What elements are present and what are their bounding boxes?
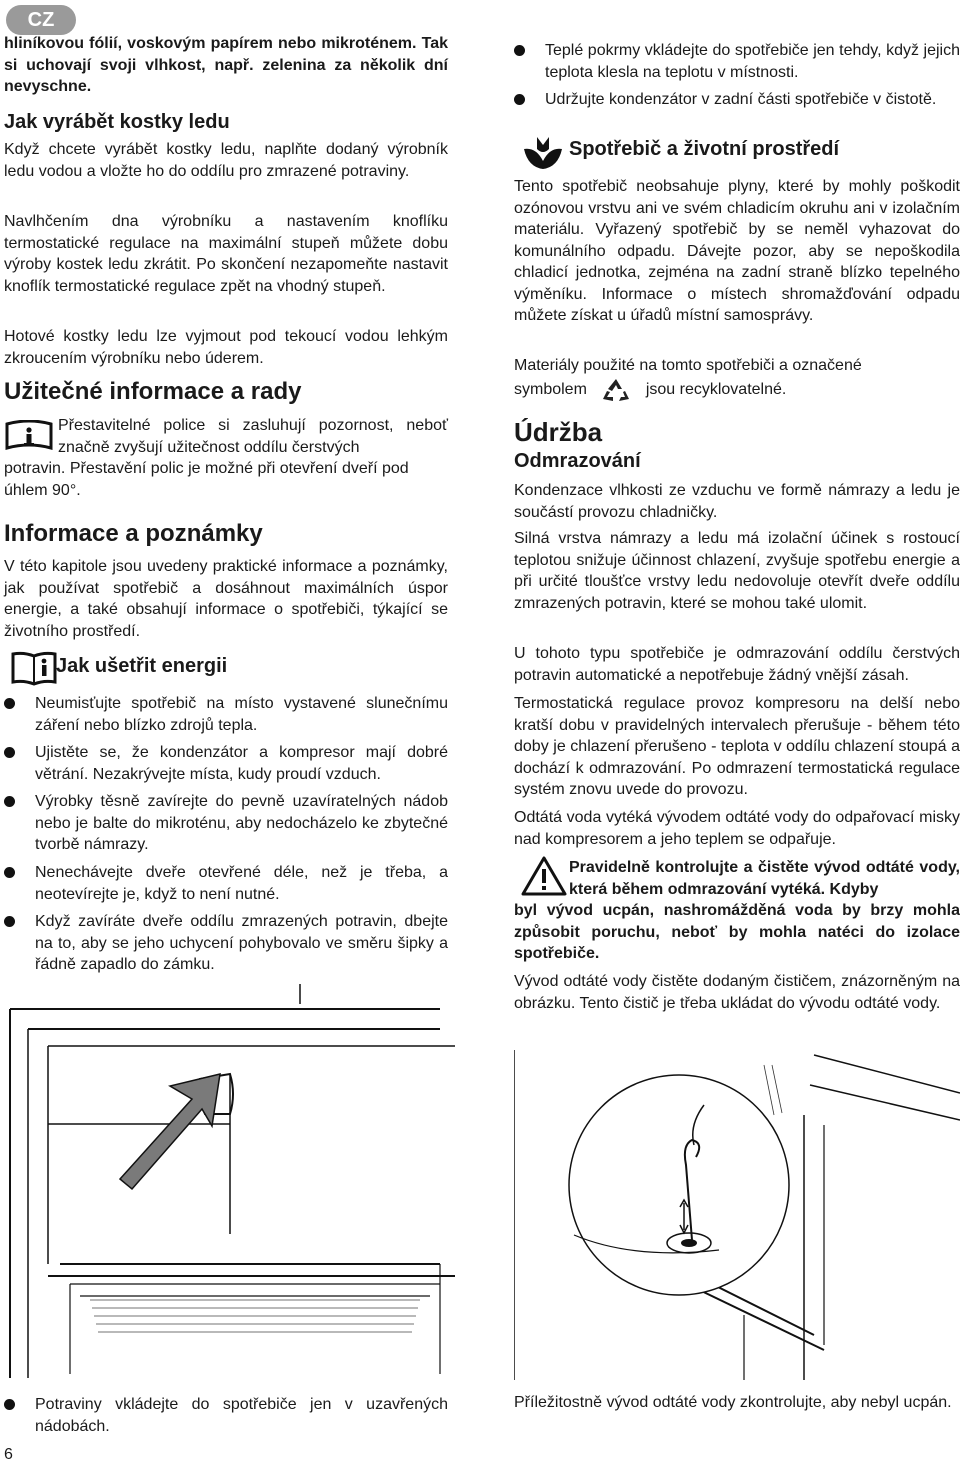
energy-bullet-5 bbox=[4, 911, 448, 976]
bullet-dot bbox=[4, 867, 15, 878]
right-bullet-1 bbox=[514, 40, 960, 83]
defrost-paragraph-3: U tohoto typu spotřebiče je odmrazování oddílu čerstvých potravin automatické a nepotřebuje žádný vnější zásah. bbox=[514, 645, 960, 684]
intro-paragraph: hliníkovou fólií, voskovým papírem nebo mikroténem. Tak si uchovají svoji vlhkost, např. zelenina za několik dní nevyschne. bbox=[4, 35, 448, 95]
recycle-icon bbox=[601, 377, 631, 403]
bullet-text: Když zavíráte dveře oddílu zmrazených potravin, dbejte na to, aby se jeho uchycení pohybovalo ve směru šipky a řádně zapadlo do zámku. bbox=[35, 913, 448, 973]
bullet-dot bbox=[514, 94, 525, 105]
bullet-text: Udržujte kondenzátor v zadní části spotřebiče v čistotě. bbox=[545, 91, 937, 108]
right-caption: Příležitostně vývod odtáté vody zkontrolujte, aby nebyl ucpán. bbox=[514, 1394, 952, 1411]
defrost-paragraph-6: Vývod odtáté vody čistěte dodaným čističem, znázorněným na obrázku. Tento čistič je třeba ukládat do vývodu odtáté vody. bbox=[514, 973, 960, 1012]
info-notes-heading: Informace a poznámky bbox=[4, 520, 263, 547]
defrost-paragraph-5: Odtátá voda vytéká vývodem odtáté vody do odpařovací misky nad kompresorem a jeho teplem se odpařuje. bbox=[514, 809, 960, 848]
defrost-paragraph-4: Termostatická regulace provoz kompresoru na delší nebo kratší dobu v pravidelných intervalech přerušuje - během této doby je chlazení přerušeno - teplota v oddílu chlazení stoupá a dochází k odmrazování. Po odmrazení termostatická regulace systém znovu uvede do provozu. bbox=[514, 695, 960, 798]
tips-paragraph-b: potravin. Přestavění polic je možné při otevření dveří pod úhlem 90°. bbox=[4, 460, 409, 499]
defrosting-heading: Odmrazování bbox=[514, 450, 641, 472]
energy-bullet-3 bbox=[4, 791, 448, 856]
energy-bullet-2 bbox=[4, 742, 448, 785]
bullet-text: Neumisťujte spotřebič na místo vystavené slunečnímu záření nebo blízko zdrojů tepla. bbox=[35, 695, 448, 734]
materials-text-1: symbolem bbox=[514, 381, 587, 399]
environment-heading: Spotřebič a životní prostředí bbox=[569, 138, 840, 160]
defrost-paragraph-1: Kondenzace vlhkosti ze vzduchu ve formě námrazy a ledu je součástí provozu chladničky. bbox=[514, 482, 960, 521]
drain-cleaning-illustration bbox=[514, 1045, 960, 1380]
energy-bullet-1 bbox=[4, 693, 448, 736]
bullet-text: Teplé pokrmy vkládejte do spotřebiče jen tehdy, když jejich teplota klesla na teplotu v místnosti. bbox=[545, 42, 960, 81]
materials-paragraph-a: Materiály použité na tomto spotřebiči a označené bbox=[514, 357, 862, 374]
bullet-text: Nenechávejte dveře otevřené déle, než je třeba, a neotevírejte je, když to není nutné. bbox=[35, 864, 448, 903]
bullet-text: Výrobky těsně zavírejte do pevně uzavíratelných nádob nebo je balte do mikroténu, aby nedocházelo ke zbytečné tvorbě námrazy. bbox=[35, 793, 448, 853]
environment-paragraph: Tento spotřebič neobsahuje plyny, které by mohly poškodit ozónovou vrstvu ani ve svém chladicím okruhu ani v izolačním materiálu. Vyřazený spotřebič by se neměl vyhazovat do komunálního odpadu. Dávejte pozor, aby se nepoškodila chladicí jednotka, zejména na zadní straně blízko tepelného výměníku. Informace o místech shromažďování odpadu můžete získat u úřadů místní samosprávy. bbox=[514, 178, 960, 324]
ice-cubes-heading: Jak vyrábět kostky ledu bbox=[4, 111, 230, 133]
caption-text: Potraviny vkládejte do spotřebiče jen v uzavřených nádobách. bbox=[35, 1396, 448, 1435]
right-bullet-2 bbox=[514, 89, 960, 111]
energy-bullet-4 bbox=[4, 862, 448, 905]
bullet-dot bbox=[4, 698, 15, 709]
page-number: 6 bbox=[4, 1446, 13, 1463]
freezer-door-illustration bbox=[0, 984, 456, 1378]
ice-paragraph-1: Když chcete vyrábět kostky ledu, naplňte dodaný výrobník ledu vodou a vložte ho do oddílu pro zmrazené potraviny. bbox=[4, 141, 448, 180]
ice-paragraph-2: Navlhčením dna výrobníku a nastavením knoflíku termostatické regulace na maximální stupeň můžete dobu výroby kostek ledu zkrátit. Po skončení nezapomeňte nastavit knoflík termostatické regulace zpět na vhodný stupeň. bbox=[4, 213, 448, 295]
materials-text-2: jsou recyklovatelné. bbox=[645, 381, 787, 399]
ice-paragraph-3: Hotové kostky ledu lze vyjmout pod tekoucí vodou lehkým zkroucením výrobníku nebo úderem. bbox=[4, 328, 448, 367]
warning-paragraph-b: byl vývod ucpán, nashromážděná voda by brzy mohla způsobit poruchu, neboť by mohla natéci do izolace spotřebiče. bbox=[514, 902, 960, 962]
bullet-dot bbox=[514, 45, 525, 56]
defrost-paragraph-2: Silná vrstva námrazy a ledu má izolační účinek s rostoucí teplotou snižuje účinnost chlazení, zvyšuje spotřebu energie a při určité tloušťce vrstvy ledu nedovoluje otevřít dveře oddílu zmrazených potravin, které se mohou také ulomit. bbox=[514, 530, 960, 612]
materials-paragraph-b bbox=[514, 377, 960, 403]
info-icon bbox=[4, 420, 54, 454]
tips-heading: Užitečné informace a rady bbox=[4, 378, 302, 405]
energy-heading: Jak ušetřit energii bbox=[56, 655, 228, 677]
book-icon bbox=[10, 650, 58, 686]
info-notes-paragraph: V této kapitole jsou uvedeny praktické informace a poznámky, jak používat spotřebič a dosáhnout maximálních úspor energie, a také obsahují informace o spotřebiči, týkající se životního prostředí. bbox=[4, 558, 448, 640]
left-caption-bullet bbox=[4, 1394, 448, 1437]
tips-paragraph-a: Přestavitelné police si zasluhují pozornost, neboť značně zvyšují užitečnost oddílu čerstvých bbox=[58, 417, 448, 456]
bullet-text: Ujistěte se, že kondenzátor a kompresor mají dobré větrání. Nezakrývejte místa, kudy proudí vzduch. bbox=[35, 744, 448, 783]
maintenance-heading: Údržba bbox=[514, 417, 603, 447]
bullet-dot bbox=[4, 916, 15, 927]
bullet-dot bbox=[4, 796, 15, 807]
bullet-dot bbox=[4, 1399, 15, 1410]
language-badge: CZ bbox=[6, 5, 76, 35]
bullet-dot bbox=[4, 747, 15, 758]
warning-paragraph-a: Pravidelně kontrolujte a čistěte vývod odtáté vody, která během odmrazování vytéká. Kdyby bbox=[569, 859, 960, 898]
warning-icon bbox=[520, 855, 568, 897]
environment-icon bbox=[520, 135, 566, 171]
